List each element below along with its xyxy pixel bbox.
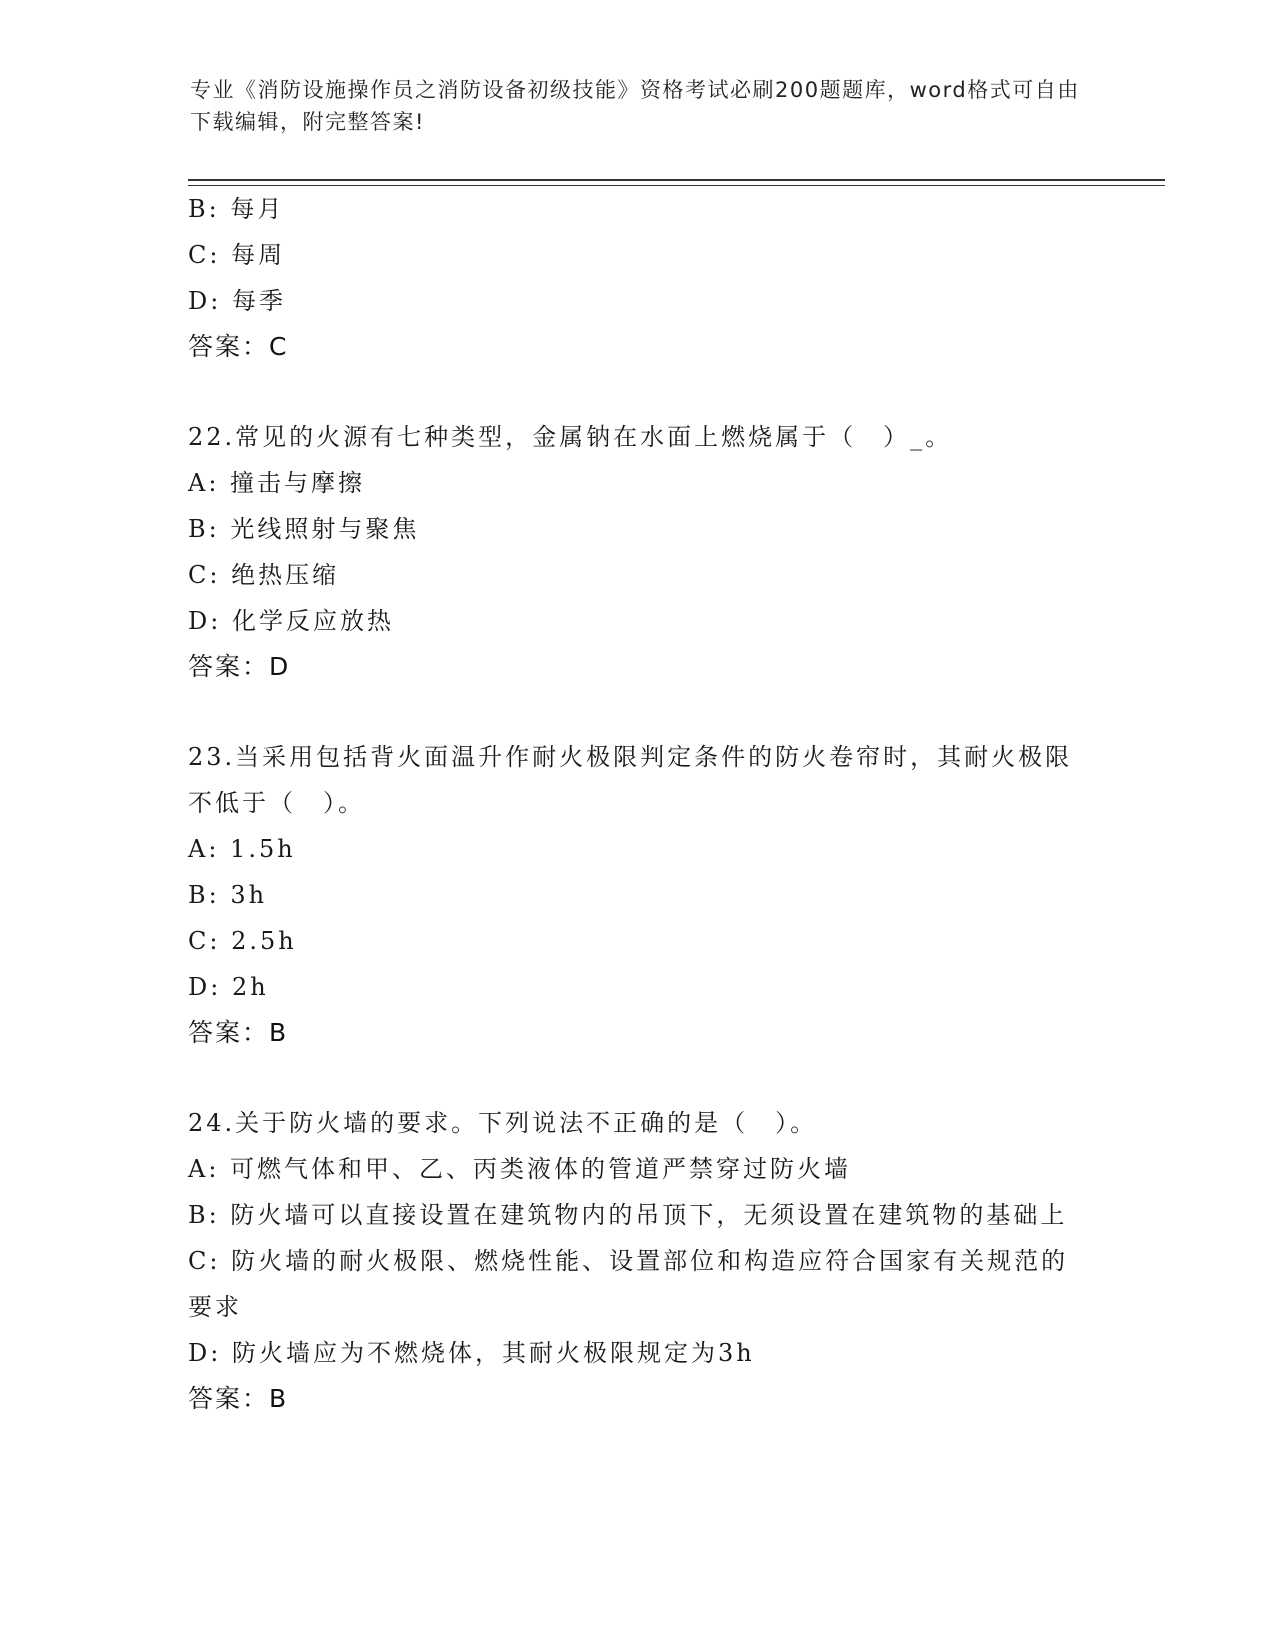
answer-label: 答案：B (188, 1018, 289, 1047)
answer-label: 答案：B (188, 1384, 289, 1413)
option-d: D: 化学反应放热 (188, 607, 394, 635)
question-24 (188, 1100, 1088, 1422)
question-stem: 22.常见的火源有七种类型，金属钠在水面上燃烧属于（ ）_。 (188, 423, 953, 451)
option-b: B: 防火墙可以直接设置在建筑物内的吊顶下，无须设置在建筑物的基础上 (188, 1201, 1068, 1229)
option-a: A: 撞击与摩擦 (188, 469, 366, 497)
answer-label: 答案：C (188, 332, 289, 361)
header-divider (188, 179, 1165, 186)
option-b: B: 3h (188, 881, 268, 909)
option-d: D: 每季 (188, 287, 286, 315)
option-d: D: 2h (188, 973, 269, 1001)
question-23 (188, 734, 1088, 1056)
option-b: B: 每月 (188, 195, 285, 223)
option-c: C: 每周 (188, 241, 286, 269)
option-b: B: 光线照射与聚焦 (188, 515, 420, 543)
answer-label: 答案：D (188, 652, 291, 681)
document-body (188, 186, 1088, 1422)
option-c: C: 2.5h (188, 927, 297, 955)
question-fragment (188, 186, 1088, 370)
question-stem: 23.当采用包括背火面温升作耐火极限判定条件的防火卷帘时，其耐火极限不低于（ ）。 (188, 743, 1073, 817)
question-stem: 24.关于防火墙的要求。下列说法不正确的是（ ）。 (188, 1109, 818, 1137)
question-22 (188, 414, 1088, 690)
page-header: 专业《消防设施操作员之消防设备初级技能》资格考试必刷200题题库，word格式可自由下载编辑，附完整答案! (190, 78, 1080, 134)
option-c: C: 绝热压缩 (188, 561, 340, 589)
option-a: A: 可燃气体和甲、乙、丙类液体的管道严禁穿过防火墙 (188, 1155, 852, 1183)
option-c: C: 防火墙的耐火极限、燃烧性能、设置部位和构造应符合国家有关规范的要求 (188, 1247, 1069, 1321)
option-d: D: 防火墙应为不燃烧体，其耐火极限规定为3h (188, 1339, 755, 1367)
option-a: A: 1.5h (188, 835, 296, 863)
